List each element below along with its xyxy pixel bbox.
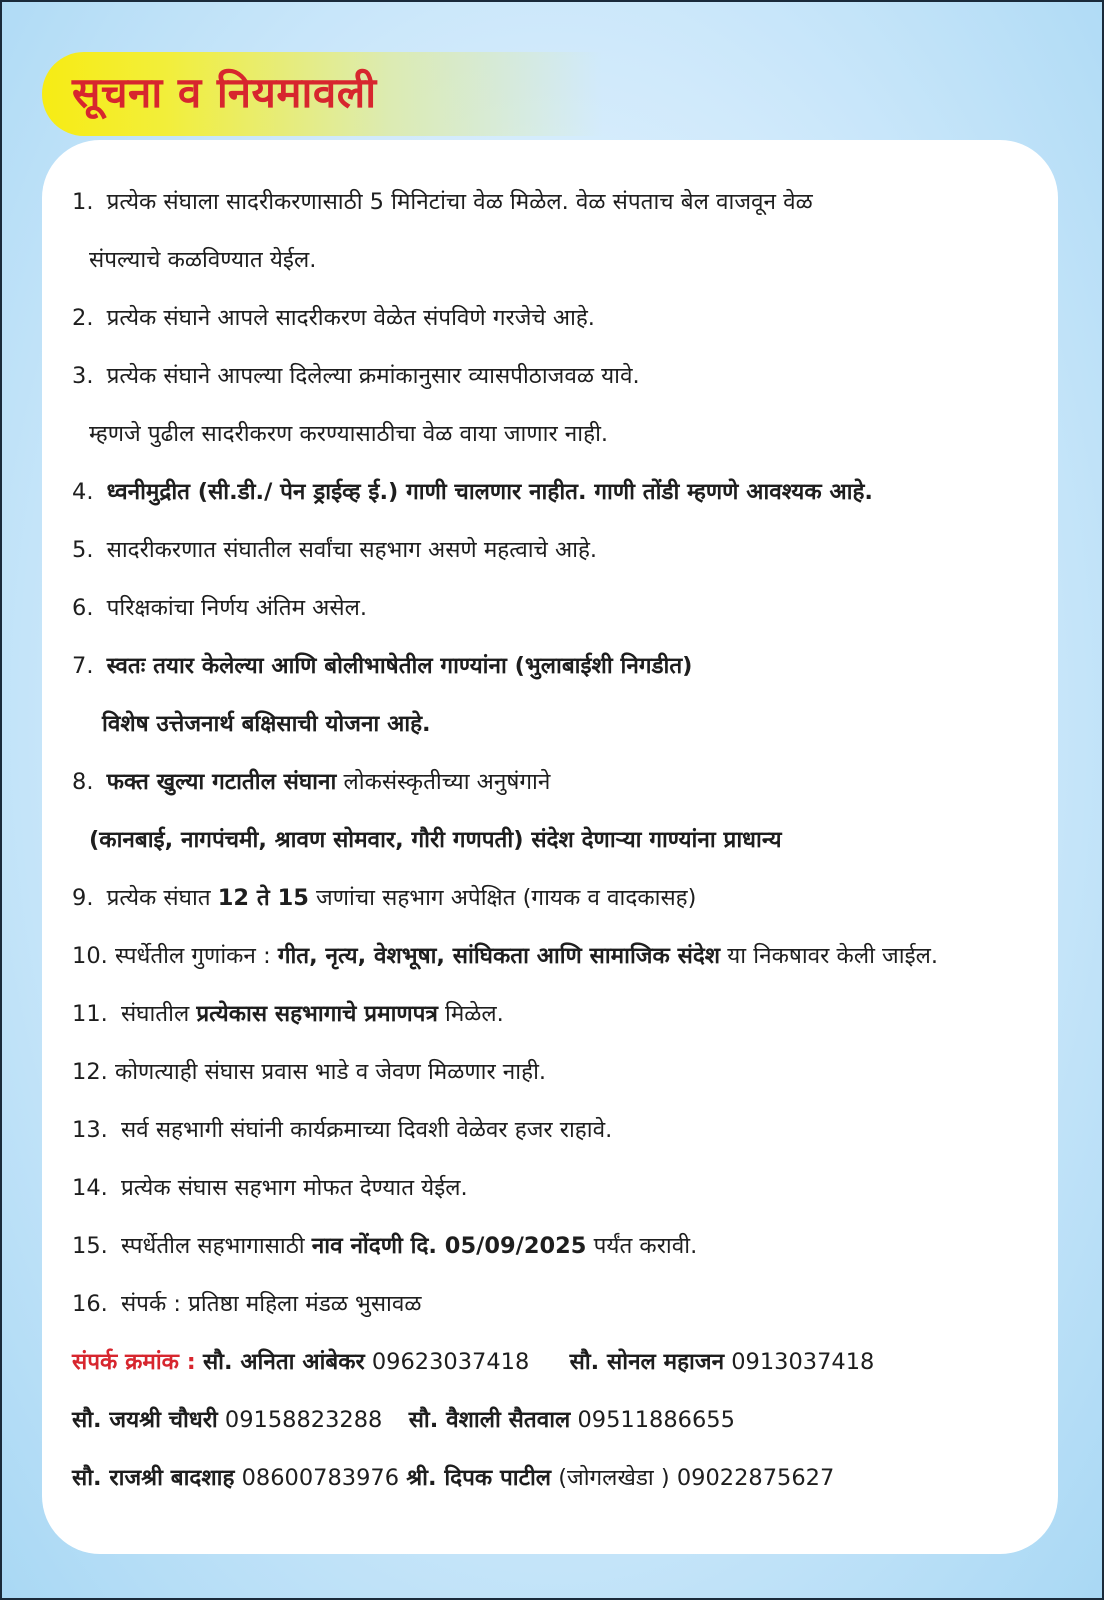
- rule-4: 4. ध्वनीमुद्रीत (सी.डी./ पेन ड्राईव्ह ई.) गाणी चालणार नाहीत. गाणी तोंडी म्हणणे आवश्यक आहे.: [72, 479, 873, 505]
- rule-3-continued: म्हणजे पुढील सादरीकरण करण्यासाठीचा वेळ वाया जाणार नाही.: [89, 421, 609, 447]
- contact-phone: 0913037418: [731, 1349, 875, 1375]
- contact-name: सौ. राजश्री बादशाह: [72, 1465, 235, 1491]
- rules-card: [42, 140, 1058, 1554]
- rule-9: 9. प्रत्येक संघात 12 ते 15 जणांचा सहभाग अपेक्षित (गायक व वादकासह): [72, 885, 697, 911]
- rule-6: 6. परिक्षकांचा निर्णय अंतिम असेल.: [72, 595, 367, 621]
- rule-5: 5. सादरीकरणात संघातील सर्वांचा सहभाग असणे महत्वाचे आहे.: [72, 537, 598, 563]
- contact-phone: 09623037418: [371, 1349, 530, 1375]
- rule-12: 12. कोणत्याही संघास प्रवास भाडे व जेवण मिळणार नाही.: [72, 1059, 547, 1085]
- contact-phone: 09511886655: [577, 1407, 735, 1433]
- contact-phone: 09022875627: [676, 1465, 835, 1491]
- contact-name: सौ. जयश्री चौधरी: [72, 1407, 218, 1433]
- rule-8: 8. फक्त खुल्या गटातील संघाना लोकसंस्कृतीच्या अनुषंगाने: [72, 769, 551, 795]
- rule-2: 2. प्रत्येक संघाने आपले सादरीकरण वेळेत संपविणे गरजेचे आहे.: [72, 305, 595, 331]
- rule-1: 1. प्रत्येक संघाला सादरीकरणासाठी 5 मिनिटांचा वेळ मिळेल. वेळ संपताच बेल वाजवून वेळ: [72, 189, 813, 215]
- rule-16: 16. संपर्क : प्रतिष्ठा महिला मंडळ भुसावळ: [72, 1291, 422, 1317]
- contact-phone: 08600783976: [241, 1465, 400, 1491]
- rule-13: 13. सर्व सहभागी संघांनी कार्यक्रमाच्या दिवशी वेळेवर हजर राहावे.: [72, 1117, 613, 1143]
- contact-line-3: [72, 1462, 1062, 1494]
- rule-14: 14. प्रत्येक संघास सहभाग मोफत देण्यात येईल.: [72, 1175, 468, 1201]
- contact-phone: 09158823288: [224, 1407, 383, 1433]
- rule-1-continued: संपल्याचे कळविण्यात येईल.: [89, 247, 317, 273]
- rule-7: 7. स्वतः तयार केलेल्या आणि बोलीभाषेतील गाण्यांना (भुलाबाईशी निगडीत): [72, 653, 693, 679]
- contact-name: सौ. सोनल महाजन: [569, 1349, 725, 1375]
- rule-15: 15. स्पर्धेतील सहभागासाठी नाव नोंदणी दि. 05/09/2025 पर्यंत करावी.: [72, 1233, 698, 1259]
- contact-note: (जोगलखेडा ): [558, 1465, 670, 1491]
- contact-name: सौ. अनिता आंबेकर: [202, 1349, 365, 1375]
- rule-10: 10. स्पर्धेतील गुणांकन : गीत, नृत्य, वेशभूषा, सांघिकता आणि सामाजिक संदेश या निकषावर केली जाईल.: [72, 943, 939, 969]
- contact-line-2: [72, 1404, 1062, 1436]
- contact-name: श्री. दिपक पाटील: [406, 1465, 552, 1491]
- rule-8-continued: (कानबाई, नागपंचमी, श्रावण सोमवार, गौरी गणपती) संदेश देणाऱ्या गाण्यांना प्राधान्य: [89, 827, 782, 853]
- title-banner: [42, 52, 602, 136]
- rule-3: 3. प्रत्येक संघाने आपल्या दिलेल्या क्रमांकानुसार व्यासपीठाजवळ यावे.: [72, 363, 640, 389]
- rule-11: 11. संघातील प्रत्येकास सहभागाचे प्रमाणपत्र मिळेल.: [72, 1001, 504, 1027]
- rule-7-continued: विशेष उत्तेजनार्थ बक्षिसाची योजना आहे.: [102, 711, 431, 737]
- contact-name: सौ. वैशाली सैतवाल: [408, 1407, 571, 1433]
- contact-line-1: [72, 1346, 1062, 1378]
- page-title: सूचना व नियमावली: [72, 68, 377, 117]
- contact-label: संपर्क क्रमांक :: [72, 1349, 196, 1375]
